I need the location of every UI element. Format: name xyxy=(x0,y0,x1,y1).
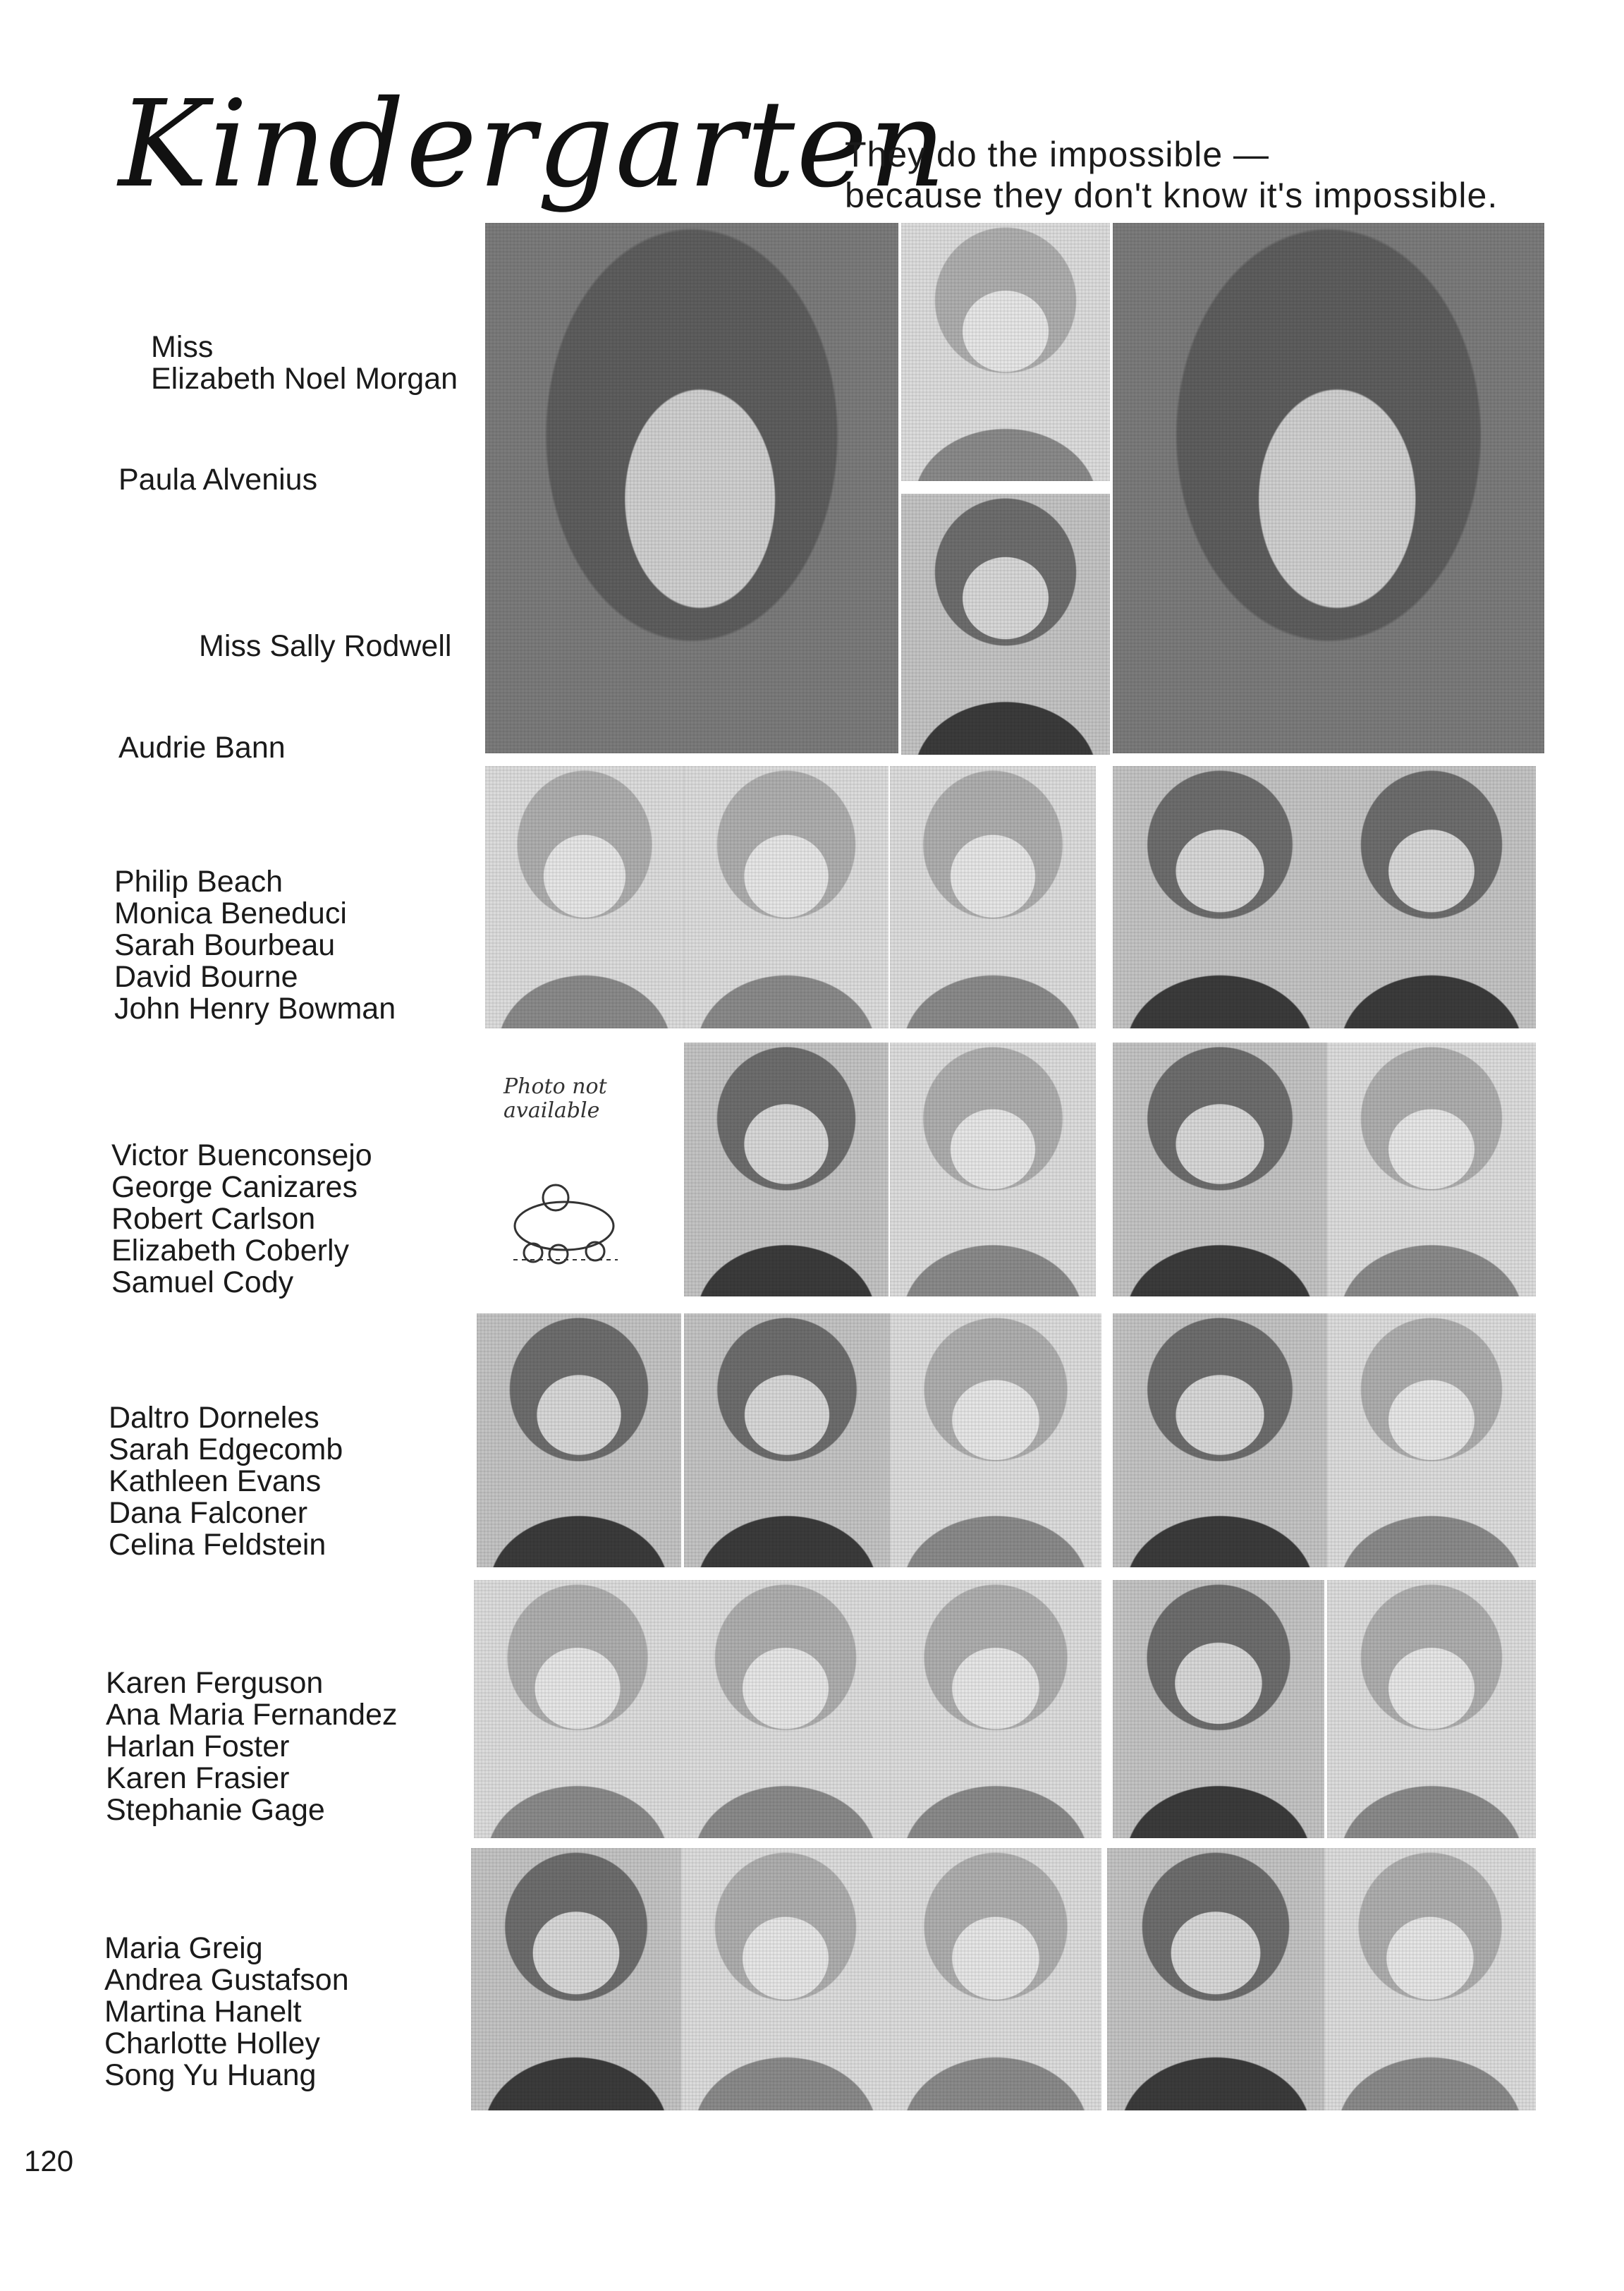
student-name: John Henry Bowman xyxy=(114,992,396,1026)
student-name: Samuel Cody xyxy=(111,1265,294,1299)
student-photo xyxy=(471,1848,683,2110)
student-name: Sarah Edgecomb xyxy=(109,1433,343,1466)
faculty-label-rodwell: Miss Sally Rodwell xyxy=(199,629,452,663)
placeholder-note xyxy=(503,1075,645,1123)
student-photo xyxy=(1113,1043,1329,1296)
row-5-names xyxy=(104,1933,349,2091)
student-photo xyxy=(1113,1580,1326,1838)
faculty-name-line: Miss xyxy=(151,330,214,364)
student-name: Andrea Gustafson xyxy=(104,1963,349,1997)
placeholder-note-line: available xyxy=(503,1098,600,1123)
student-photo xyxy=(474,1580,683,1838)
student-name: Philip Beach xyxy=(114,865,283,899)
student-name: George Canizares xyxy=(111,1170,358,1204)
student-name: Stephanie Gage xyxy=(106,1793,325,1827)
student-name: Monica Beneduci xyxy=(114,897,347,930)
faculty-photo-alvenius xyxy=(901,223,1111,481)
faculty-photo-morgan xyxy=(485,223,900,753)
student-photo xyxy=(1327,1313,1537,1567)
student-name: Dana Falconer xyxy=(109,1496,308,1530)
faculty-label-alvenius: Paula Alvenius xyxy=(118,463,318,497)
student-name: David Bourne xyxy=(114,960,298,994)
row-2-names xyxy=(111,1140,372,1299)
faculty-photo-bann xyxy=(1113,223,1546,753)
student-name: Kathleen Evans xyxy=(109,1464,322,1498)
student-photo xyxy=(1113,1313,1329,1567)
student-name: Maria Greig xyxy=(104,1931,263,1965)
student-photo xyxy=(684,766,890,1028)
page-number: 120 xyxy=(24,2144,74,2177)
student-name: Elizabeth Coberly xyxy=(111,1234,350,1268)
motto xyxy=(845,134,1498,216)
faculty-label-morgan xyxy=(151,332,458,395)
student-photo xyxy=(1324,1848,1537,2110)
student-photo xyxy=(1327,1580,1537,1838)
student-name: Sarah Bourbeau xyxy=(114,928,336,962)
row-3-names xyxy=(109,1402,343,1561)
student-photo xyxy=(681,1848,891,2110)
student-photo xyxy=(890,1848,1103,2110)
faculty-photo-rodwell xyxy=(901,494,1111,755)
student-photo xyxy=(1327,766,1537,1028)
student-photo xyxy=(684,1043,890,1296)
student-name: Karen Ferguson xyxy=(106,1666,324,1700)
student-name: Song Yu Huang xyxy=(104,2058,317,2092)
student-name: Celina Feldstein xyxy=(109,1528,326,1562)
student-photo xyxy=(1107,1848,1326,2110)
student-name: Martina Hanelt xyxy=(104,1995,302,2029)
row-1-names xyxy=(114,866,396,1025)
student-photo xyxy=(684,1313,891,1567)
student-photo xyxy=(890,1313,1103,1567)
student-photo xyxy=(890,1043,1097,1296)
student-name: Charlotte Holley xyxy=(104,2026,320,2060)
cartoon-car-icon xyxy=(499,1177,626,1282)
faculty-label-bann: Audrie Bann xyxy=(118,731,286,765)
student-photo xyxy=(681,1580,891,1838)
student-name: Daltro Dorneles xyxy=(109,1401,319,1435)
row-4-names xyxy=(106,1667,398,1826)
student-photo xyxy=(485,766,685,1028)
student-name: Karen Frasier xyxy=(106,1761,290,1795)
placeholder-note-line: Photo not xyxy=(503,1074,607,1099)
student-name: Ana Maria Fernandez xyxy=(106,1698,398,1732)
student-photo xyxy=(1113,766,1329,1028)
student-photo xyxy=(477,1313,683,1567)
student-photo xyxy=(890,1580,1103,1838)
student-photo xyxy=(890,766,1097,1028)
student-name: Robert Carlson xyxy=(111,1202,316,1236)
student-name: Victor Buenconsejo xyxy=(111,1138,372,1172)
student-photo xyxy=(1327,1043,1537,1296)
student-name: Harlan Foster xyxy=(106,1730,290,1763)
faculty-name-line: Elizabeth Noel Morgan xyxy=(151,362,458,396)
page-title: Kindergarten xyxy=(118,75,948,214)
motto-line-1: They do the impossible — xyxy=(845,135,1270,174)
motto-line-2: because they don't know it's impossible. xyxy=(845,176,1498,215)
photo-not-available xyxy=(494,1071,684,1296)
